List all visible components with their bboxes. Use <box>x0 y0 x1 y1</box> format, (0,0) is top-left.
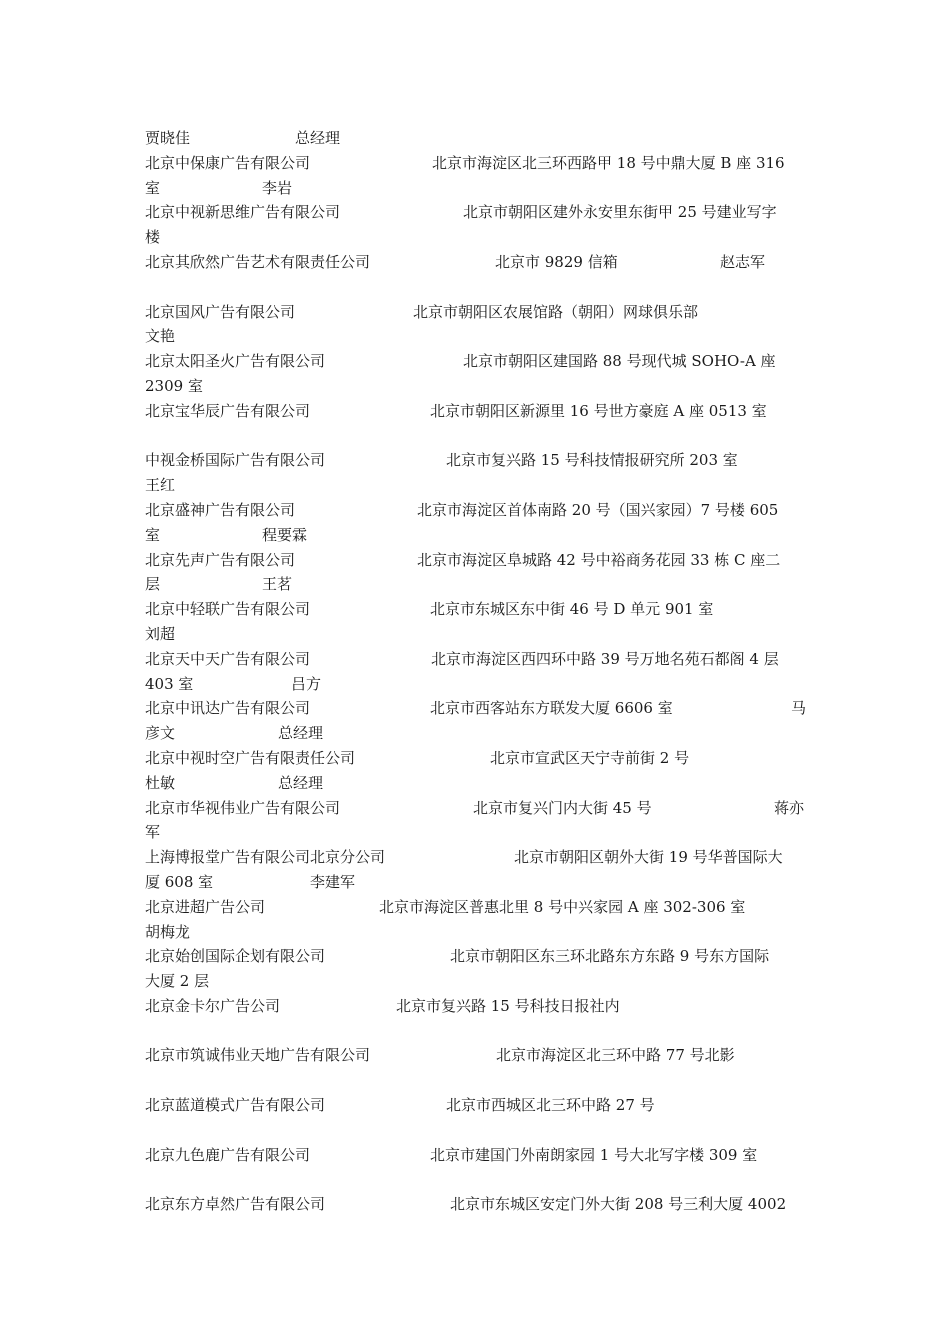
text-line <box>145 448 806 473</box>
text-line <box>145 225 806 250</box>
company-address: 北京市朝阳区建国路 88 号现代城 SOHO-A 座 <box>463 352 776 371</box>
address-continuation: 大厦 2 层 <box>145 972 210 991</box>
company-name: 北京金卡尔广告公司 <box>145 996 281 1015</box>
text-line <box>145 771 806 796</box>
contact-title: 总经理 <box>295 129 341 147</box>
company-name: 北京蓝道模式广告有限公司 <box>145 1096 326 1115</box>
company-name: 北京九色鹿广告有限公司 <box>145 1145 311 1164</box>
blank-line <box>145 1167 806 1192</box>
text-line <box>145 696 806 721</box>
contact-name: 贾晓佳 <box>145 129 191 147</box>
company-name: 北京其欣然广告艺术有限责任公司 <box>145 252 371 271</box>
address-continuation: 楼 <box>145 228 161 247</box>
address-continuation: 403 室 <box>145 674 194 693</box>
company-name: 北京进超广告公司 <box>145 897 266 916</box>
company-name: 北京中讯达广告有限公司 <box>145 699 311 718</box>
company-name: 上海博报堂广告有限公司北京分公司 <box>145 848 386 867</box>
company-address: 北京市朝阳区东三环北路东方东路 9 号东方国际 <box>450 947 770 966</box>
contact-name: 文艳 <box>145 327 176 346</box>
company-name: 北京中轻联广告有限公司 <box>145 600 311 619</box>
company-name: 北京国风广告有限公司 <box>145 302 296 321</box>
company-name: 北京始创国际企划有限公司 <box>145 947 326 966</box>
contact-name: 王茗 <box>262 575 293 594</box>
company-address: 北京市海淀区首体南路 20 号（国兴家园）7 号楼 605 <box>417 500 779 519</box>
company-address: 北京市复兴路 15 号科技情报研究所 203 室 <box>446 451 738 470</box>
text-line <box>145 647 806 672</box>
contact-name: 马 <box>791 699 807 718</box>
text-line <box>145 548 806 573</box>
text-line <box>145 969 806 994</box>
company-name: 北京盛神广告有限公司 <box>145 500 296 519</box>
text-line <box>145 672 806 697</box>
company-address: 北京市东城区安定门外大街 208 号三利大厦 4002 <box>450 1195 787 1214</box>
text-line <box>145 994 806 1019</box>
text-line <box>145 126 806 151</box>
address-continuation: 层 <box>145 575 161 594</box>
company-address: 北京市宣武区天宁寺前街 2 号 <box>490 748 690 767</box>
company-name: 北京中保康广告有限公司 <box>145 153 311 172</box>
text-line <box>145 200 806 225</box>
text-line <box>145 845 806 870</box>
company-name: 北京宝华辰广告有限公司 <box>145 401 311 420</box>
company-address: 北京市海淀区北三环西路甲 18 号中鼎大厦 B 座 316 <box>432 153 785 172</box>
text-line <box>145 1192 806 1217</box>
text-line <box>145 870 806 895</box>
company-address: 北京市朝阳区建外永安里东街甲 25 号建业写字 <box>463 203 777 222</box>
company-name: 北京市筑诚伟业天地广告有限公司 <box>145 1046 371 1065</box>
text-line <box>145 374 806 399</box>
text-line <box>145 622 806 647</box>
company-name: 北京中视时空广告有限责任公司 <box>145 748 356 767</box>
text-line <box>145 473 806 498</box>
address-continuation: 厦 608 室 <box>145 872 214 891</box>
blank-line <box>145 424 806 449</box>
contact-name: 李建军 <box>310 872 356 891</box>
company-address: 北京市海淀区西四环中路 39 号万地名苑石都阁 4 层 <box>431 649 779 668</box>
blank-line <box>145 275 806 300</box>
company-address: 北京市复兴门内大街 45 号 <box>473 798 652 817</box>
company-address: 北京市东城区东中街 46 号 D 单元 901 室 <box>430 600 714 619</box>
text-line <box>145 796 806 821</box>
contact-name: 吕方 <box>291 674 322 693</box>
text-line <box>145 920 806 945</box>
contact-name: 蒋亦 <box>774 798 805 817</box>
company-address: 北京市西客站东方联发大厦 6606 室 <box>430 699 673 718</box>
company-name: 北京天中天广告有限公司 <box>145 649 311 668</box>
text-line <box>145 300 806 325</box>
company-address: 北京市复兴路 15 号科技日报社内 <box>396 996 620 1015</box>
company-address: 北京市朝阳区朝外大街 19 号华普国际大 <box>514 848 783 867</box>
document-body <box>145 126 806 1217</box>
text-line <box>145 349 806 374</box>
contact-name: 赵志军 <box>720 252 766 271</box>
company-address: 北京市海淀区阜城路 42 号中裕商务花园 33 栋 C 座二 <box>417 550 781 569</box>
address-continuation: 2309 室 <box>145 376 203 395</box>
text-line <box>145 498 806 523</box>
contact-title: 总经理 <box>278 724 324 743</box>
text-line <box>145 324 806 349</box>
contact-name: 李岩 <box>262 178 293 197</box>
contact-name: 王红 <box>145 476 176 495</box>
text-line <box>145 944 806 969</box>
company-name: 北京中视新思维广告有限公司 <box>145 203 341 222</box>
text-line <box>145 250 806 275</box>
text-line <box>145 151 806 176</box>
contact-name: 杜敏 <box>145 773 176 792</box>
company-address: 北京市海淀区北三环中路 77 号北影 <box>496 1046 735 1065</box>
company-name: 中视金桥国际广告有限公司 <box>145 451 326 470</box>
company-address: 北京市朝阳区新源里 16 号世方豪庭 A 座 0513 室 <box>430 401 767 420</box>
text-line <box>145 721 806 746</box>
text-line <box>145 572 806 597</box>
text-line <box>145 523 806 548</box>
contact-name-continuation: 彦文 <box>145 724 176 743</box>
company-name: 北京市华视伟业广告有限公司 <box>145 798 341 817</box>
text-line <box>145 895 806 920</box>
text-line <box>145 597 806 622</box>
company-address: 北京市朝阳区农展馆路（朝阳）网球俱乐部 <box>413 302 699 321</box>
contact-name: 胡梅龙 <box>145 922 191 941</box>
address-continuation: 室 <box>145 178 161 197</box>
company-address: 北京市建国门外南朗家园 1 号大北写字楼 309 室 <box>430 1145 758 1164</box>
text-line <box>145 1143 806 1168</box>
address-continuation: 室 <box>145 525 161 544</box>
blank-line <box>145 1019 806 1044</box>
text-line <box>145 746 806 771</box>
company-address: 北京市西城区北三环中路 27 号 <box>446 1096 655 1115</box>
blank-line <box>145 1118 806 1143</box>
blank-line <box>145 1068 806 1093</box>
company-address: 北京市 9829 信箱 <box>495 252 618 271</box>
contact-name-continuation: 军 <box>145 823 161 842</box>
text-line <box>145 820 806 845</box>
company-address: 北京市海淀区普惠北里 8 号中兴家园 A 座 302-306 室 <box>379 897 746 916</box>
text-line <box>145 1093 806 1118</box>
company-name: 北京太阳圣火广告有限公司 <box>145 352 326 371</box>
contact-title: 总经理 <box>278 773 324 792</box>
contact-name: 刘超 <box>145 624 176 643</box>
text-line <box>145 1043 806 1068</box>
company-name: 北京东方卓然广告有限公司 <box>145 1195 326 1214</box>
text-line <box>145 176 806 201</box>
company-name: 北京先声广告有限公司 <box>145 550 296 569</box>
text-line <box>145 399 806 424</box>
contact-name: 程要霖 <box>262 525 308 544</box>
